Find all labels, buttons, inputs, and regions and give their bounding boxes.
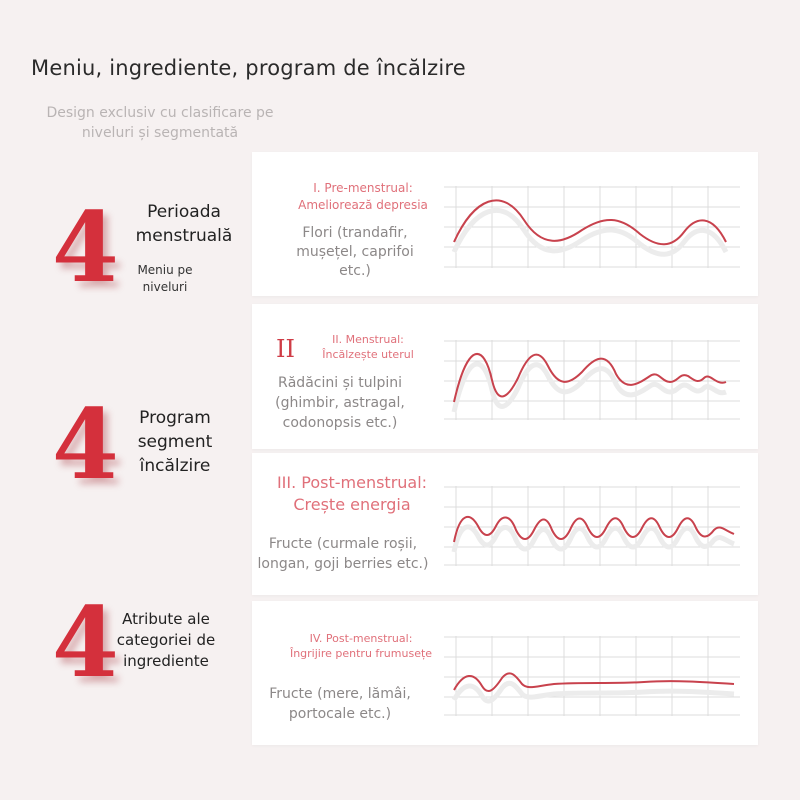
wave-chart-3 [444, 486, 740, 568]
wave-chart-1 [444, 186, 740, 270]
section-label-1: Perioada menstruală [135, 202, 233, 246]
phase-title-4: IV. Post-menstrual: Îngrijire pentru frumusețe [289, 632, 433, 660]
page-title: Meniu, ingrediente, program de încălzire [31, 56, 466, 80]
phase-ingredients-1: Flori (trandafir, mușețel, caprifoi etc.) [296, 225, 414, 279]
section-number-2: 4 [52, 388, 119, 501]
phase-roman-2: II [276, 335, 295, 363]
section-label-3: Atribute ale categoriei de ingrediente [116, 610, 216, 670]
phase-ingredients-2: Rădăcini și tulpini (ghimbir, astragal, codonopsis etc.) [275, 375, 405, 431]
phase-ingredients-3: Fructe (curmale roșii, longan, goji berries etc.) [257, 536, 429, 572]
phase-title-1: I. Pre-menstrual: Ameliorează depresia [298, 181, 428, 212]
section-sublabel-1: Meniu pe niveluri [137, 263, 193, 294]
section-number-3: 4 [52, 586, 119, 699]
phase-title-3: III. Post-menstrual: Crește energia [276, 473, 428, 514]
wave-chart-2 [444, 340, 740, 422]
page-subtitle: Design exclusiv cu clasificare pe niveluri și segmentată [46, 105, 274, 141]
wave-chart-4 [444, 636, 740, 718]
section-label-2: Program segment încălzire [137, 408, 213, 476]
section-number-1: 4 [52, 191, 119, 304]
phase-title-2: II. Menstrual: Încălzește uterul [322, 333, 414, 361]
phase-ingredients-4: Fructe (mere, lămâi, portocale etc.) [269, 686, 411, 722]
